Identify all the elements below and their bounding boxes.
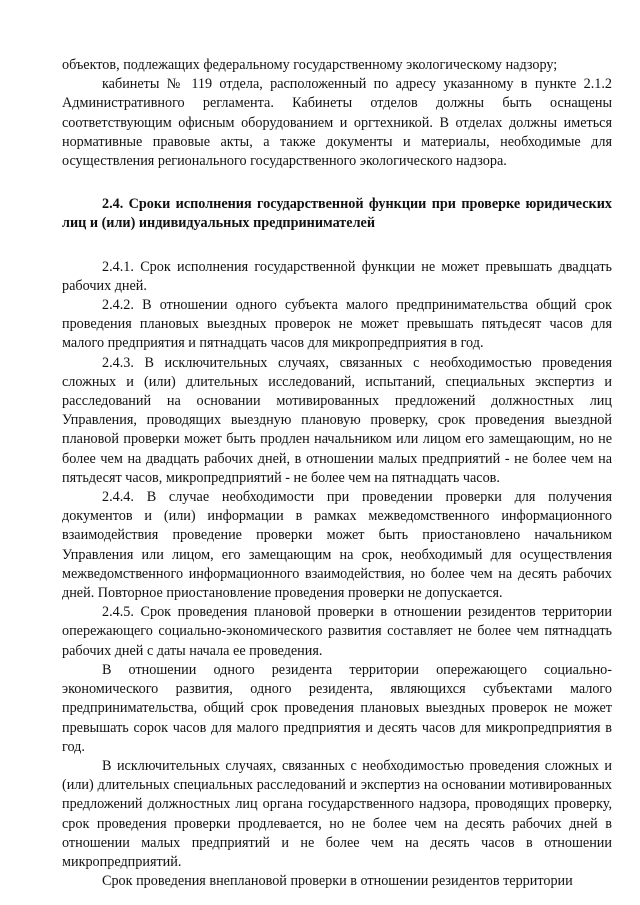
paragraph-exceptional-cases: В исключительных случаях, связанных с необходимостью проведения сложных и (или) длительных специальных расследований и экспертиз на основании мотивированных предложений должностных лиц органа государственного надзора, проводящих проверку, срок проведения проверки продлевается, но не более чем на десять рабочих дней в отношении малых предприятий и не более чем на десять часов в отношении микропредприятий.	[62, 757, 612, 870]
paragraph-2-4-5: 2.4.5. Срок проведения плановой проверки в отношении резидентов территории опережающего социально-экономического развития составляет не более чем пятнадцать рабочих дней с даты начала ее проведения.	[62, 604, 612, 659]
paragraph-2-4-4: 2.4.4. В случае необходимости при проведении проверки для получения документов и (или) информации в рамках межведомственного информационного взаимодействия проведение проверки может быть приостановлено начальником Управления или лицом, его замещающим на срок, необходимый для осуществления межведомственного информационного взаимодействия, но более чем на десять рабочих дней. Повторное приостановление проведения проверки не допускается.	[62, 489, 612, 602]
paragraph-2-4-1: 2.4.1. Срок исполнения государственной функции не может превышать двадцать рабочих дней.	[62, 258, 612, 294]
paragraph-2-4-3: 2.4.3. В исключительных случаях, связанных с необходимостью проведения сложных и (или) длительных исследований, испытаний, специальных экспертиз и расследований на основании мотивированных предложений должностных лиц Управления, проводящих выездную плановую проверку, срок проведения выездной плановой проверки может быть продлен начальником или лицом его замещающим, но не более чем на двадцать рабочих дней, в отношении малых предприятий - не более чем на пятьдесят часов, микропредприятий - не более чем на пятнадцать часов.	[62, 354, 612, 486]
paragraph-1: объектов, подлежащих федеральному государственному экологическому надзору;	[62, 57, 558, 73]
paragraph-2-4-2: 2.4.2. В отношении одного субъекта малого предпринимательства общий срок проведения плановых выездных проверок не может превышать пятьдесят часов для малого предприятия и пятнадцать часов для микропредприятия в год.	[62, 297, 612, 352]
paragraph-2: кабинеты № 119 отдела, расположенный по адресу указанному в пункте 2.1.2 Административного регламента. Кабинеты отделов должны быть оснащены соответствующим офисным оборудованием и оргтехникой. В отделах должны иметься нормативные правовые акты, а также документы и материалы, необходимые для осуществления регионального государственного экологического надзора.	[62, 76, 612, 170]
paragraph-unscheduled-inspection: Срок проведения внеплановой проверки в отношении резидентов территории	[102, 873, 573, 890]
paragraph-resident-limits: В отношении одного резидента территории опережающего социально-экономического развития, одного резидента, являющихся субъектами малого предпринимательства, общий срок проведения плановых выездных проверок не может превышать сорок часов для малого предприятия и десять часов для микропредприятия в год.	[62, 661, 612, 755]
document-page	[62, 56, 612, 891]
section-heading-2-4: 2.4. Сроки исполнения государственной функции при проверке юридических лиц и (или) индивидуальных предпринимателей	[62, 196, 612, 232]
